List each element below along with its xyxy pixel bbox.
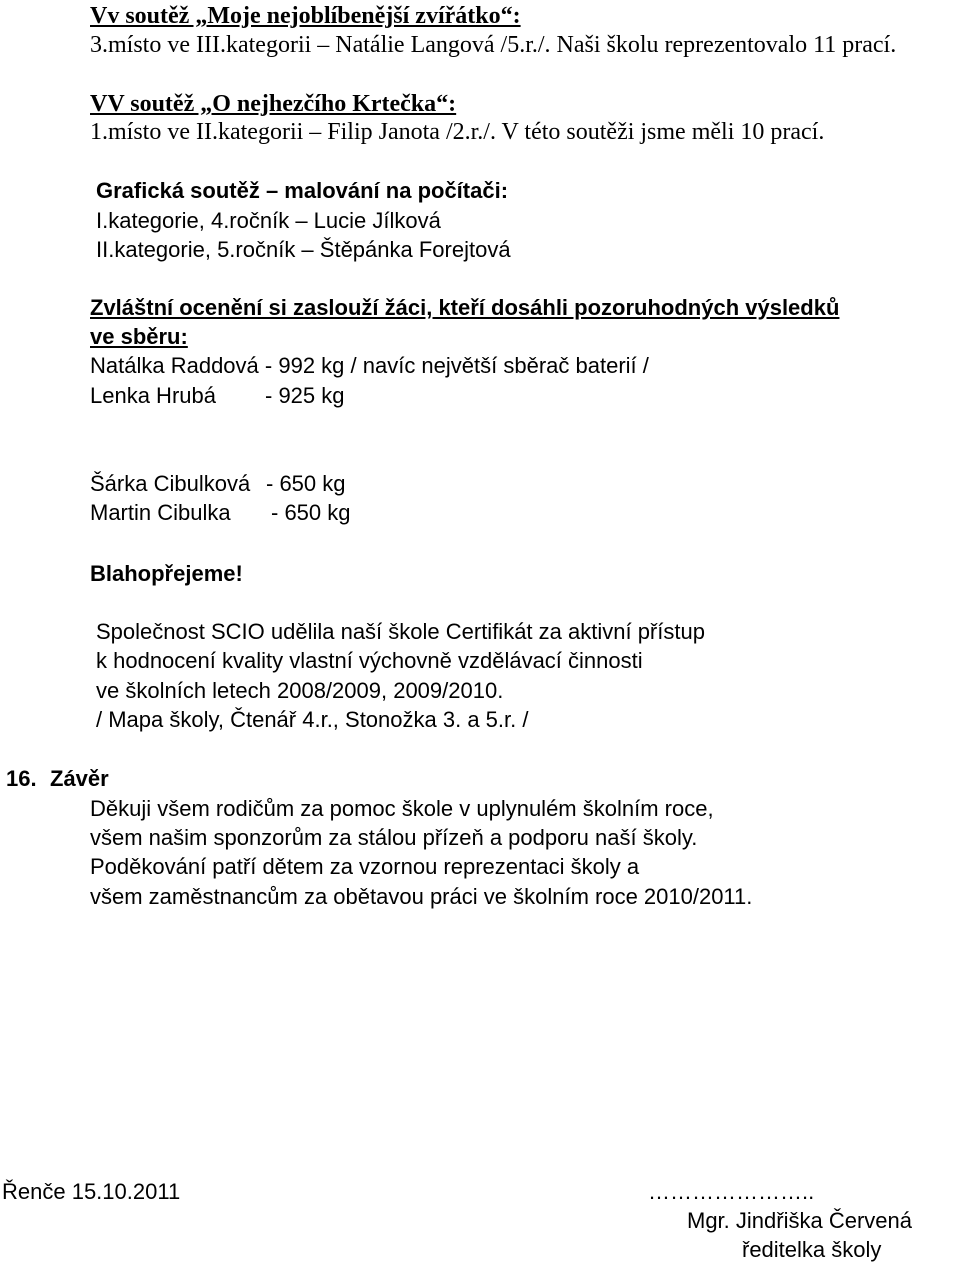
entry-name: Natálka Raddová <box>90 353 259 378</box>
signature-role: ředitelka školy <box>742 1237 882 1262</box>
conclusion-line-4: všem zaměstnancům za obětavou práci ve školním roce 2010/2011. <box>90 884 753 909</box>
entry-name: Lenka Hrubá <box>90 383 216 408</box>
certificate-line-1: Společnost SCIO udělila naší škole Certifikát za aktivní přístup <box>96 619 705 644</box>
contest3-heading: Grafická soutěž – malování na počítači: <box>96 178 509 203</box>
entry-name: Šárka Cibulková <box>90 471 251 496</box>
entry-amount: - 925 kg <box>265 383 345 408</box>
contest3-line-2: II.kategorie, 5.ročník – Štěpánka Forejtová <box>96 237 511 262</box>
congratulations: Blahopřejeme! <box>90 561 243 586</box>
place-date: Řenče 15.10.2011 <box>2 1179 181 1204</box>
entry-amount: - 650 kg <box>271 500 351 525</box>
contest2-heading: VV soutěž „O nejhezčího Krtečka“: <box>90 91 457 117</box>
collection-heading-cont: ve sběru: <box>90 324 188 349</box>
section-number: 16. <box>6 766 37 791</box>
entry-name: Martin Cibulka <box>90 500 231 525</box>
collection-heading: Zvláštní ocenění si zaslouží žáci, kteří dosáhli pozoruhodných výsledků <box>90 295 840 320</box>
contest1-result: 3.místo ve III.kategorii – Natálie Langová /5.r./. Naši školu reprezentovalo 11 prací. <box>90 32 897 58</box>
certificate-line-2: k hodnocení kvality vlastní výchovně vzdělávací činnosti <box>96 648 643 673</box>
contest2-result: 1.místo ve II.kategorii – Filip Janota /2.r./. V této soutěži jsme měli 10 prací. <box>90 119 825 145</box>
signature-name: Mgr. Jindřiška Červená <box>687 1208 912 1233</box>
collection-entry <box>90 471 346 496</box>
entry-amount: - 992 kg / navíc největší sběrač baterií / <box>264 353 649 378</box>
collection-entry <box>90 355 649 377</box>
conclusion-line-3: Poděkování patří dětem za vzornou reprezentaci školy a <box>90 854 640 879</box>
certificate-line-4: / Mapa školy, Čtenář 4.r., Stonožka 3. a 5.r. / <box>96 707 529 732</box>
entry-amount: - 650 kg <box>266 471 346 496</box>
certificate-line-3: ve školních letech 2008/2009, 2009/2010. <box>96 678 504 703</box>
contest1-heading: Vv soutěž „Moje nejoblíbenější zvířátko“: <box>90 3 521 29</box>
contest3-line-1: I.kategorie, 4.ročník – Lucie Jílková <box>96 208 441 233</box>
collection-entry <box>90 383 345 408</box>
section-title: Závěr <box>50 766 109 791</box>
collection-entry <box>90 500 351 525</box>
conclusion-line-1: Děkuji všem rodičům za pomoc škole v uplynulém školním roce, <box>90 796 714 821</box>
conclusion-line-2: všem našim sponzorům za stálou přízeň a podporu naší školy. <box>90 825 698 850</box>
signature-dots: ………………….. <box>648 1179 815 1204</box>
